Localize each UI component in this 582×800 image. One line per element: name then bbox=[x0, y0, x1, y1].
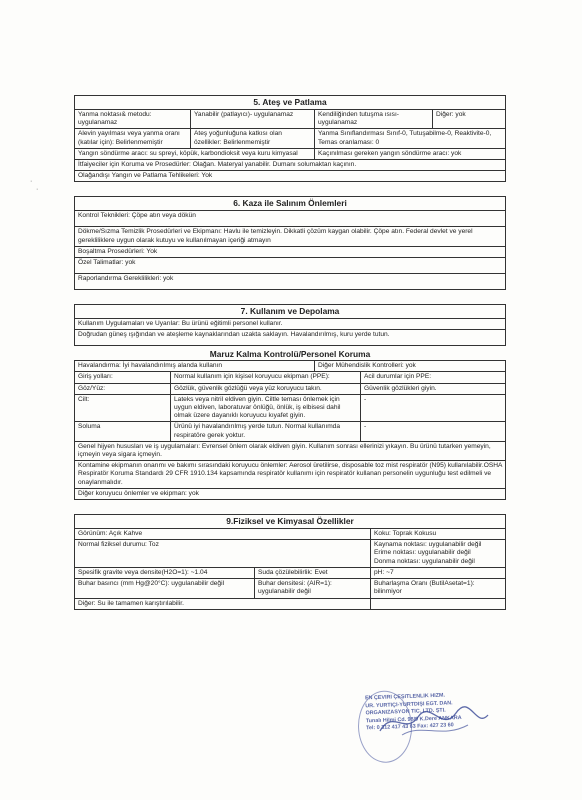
inhalation-label: Soluma bbox=[75, 422, 171, 440]
vapor-pressure-cell: Buhar basıncı (mm Hg@20°C): uygulanabilir değil bbox=[75, 579, 255, 597]
section-8-row-3 bbox=[74, 395, 506, 423]
engineering-controls-cell: Diğer Mühendislik Kontrolleri: yok bbox=[318, 362, 416, 370]
section-9-title: 9.Fiziksel ve Kimyasal Özellikler bbox=[74, 514, 506, 529]
section-5-row-4 bbox=[74, 160, 506, 171]
signature-icon bbox=[372, 705, 492, 741]
specific-gravity-cell: Spesifik gravite veya densite(H2O=1): ~1.04 bbox=[75, 568, 255, 578]
discharge-procedures-cell: Boşaltma Prosedürleri: Yok bbox=[78, 247, 158, 255]
section-7-row-2 bbox=[74, 330, 506, 346]
appearance-cell: Görünüm: Açık Kahve bbox=[75, 529, 371, 539]
firefighter-protection-cell: İtfaiyeciler için Koruma ve Prosedürler: Olağan. Materyal yanabilir. Dumanı solumaktan kaçının. bbox=[78, 161, 357, 169]
routes-header-cell: Giriş yolları: bbox=[75, 372, 171, 382]
section-7-title: 7. Kullanım ve Depolama bbox=[74, 304, 506, 319]
stamp-line: UR. YURTİÇİ-YURTDIŞI EĞT. DAN. bbox=[365, 699, 453, 709]
margin-mark: · bbox=[36, 186, 39, 193]
ppe-normal-header-cell: Normal kullanım için kişisel koruyucu ekipman (PPE): bbox=[171, 372, 361, 382]
physical-state-cell: Normal fiziksel durumu: Toz bbox=[75, 540, 371, 567]
section-8-row-7 bbox=[74, 489, 506, 500]
other-protective-cell: Diğer koruyucu önlemler ve ekipman: yok bbox=[78, 489, 199, 497]
section-6-row-2 bbox=[74, 227, 506, 246]
unusual-hazards-cell: Olağandışı Yangın ve Patlama Tehlikeleri: Yok bbox=[78, 172, 213, 180]
stamp-line: Tel: 0 312 417 43 63 Fax: 427 23 60 bbox=[365, 722, 454, 732]
section-9-row-1 bbox=[74, 529, 506, 540]
section-5-title: 5. Ateş ve Patlama bbox=[74, 95, 506, 110]
thermal-points-cell bbox=[371, 540, 505, 567]
section-7-row-1 bbox=[74, 319, 506, 330]
boiling-point: Kaynama noktası: uygulanabilir değil bbox=[374, 541, 482, 549]
stamp-line: ORGANİZASYON TİC. LTD. ŞTİ. bbox=[365, 707, 446, 717]
control-techniques-cell: Kontrol Teknikleri: Çöpe atın veya dökün bbox=[78, 212, 196, 220]
empty-cell bbox=[371, 599, 505, 609]
ventilation-cell: Havalandırma: İyi havalandırılmış alanda kullanın bbox=[75, 361, 315, 371]
other-cell: Diğer: yok bbox=[436, 111, 466, 118]
stamp-line: Tunalı Hilmi Cd. 98/9 K.Dere ANKARA bbox=[365, 714, 462, 725]
section-5-row-5 bbox=[74, 171, 506, 182]
section-8-row-5 bbox=[74, 442, 506, 461]
section-9-row-5 bbox=[74, 599, 506, 610]
flame-spread-cell: Alevin yayılması veya yanma oranı (katılar için): Belirlenmemiştir bbox=[75, 129, 191, 147]
inhalation-emergency-cell: - bbox=[364, 423, 367, 431]
storage-cell: Doğrudan güneş ışığından ve ateşleme kaynaklarından uzakta saklayın. Havalandırılmış, kuru yerde tutun. bbox=[78, 331, 390, 339]
section-8-title: Maruz Kalma Kontrolü/Personel Koruma bbox=[209, 349, 371, 360]
section-8-row-1 bbox=[74, 372, 506, 383]
odor-cell: Koku: Toprak Kokusu bbox=[374, 530, 437, 538]
stamp-line: EN ÇEVİRİ ÇEŞİTLENLİK HİZM. bbox=[364, 692, 446, 702]
vapor-density-cell: Buhar densitesi: (AIR=1): uygulanabilir değil bbox=[255, 579, 371, 597]
section-5-row-2 bbox=[74, 129, 506, 148]
document bbox=[74, 95, 506, 610]
spill-cleanup-cell: Dökme/Sızma Temizlik Prosedürleri ve Ekipmanı: Havlu ile temizleyin. Dikkatli çözüm kaygan olabilir. Çöpe atın. Federal devlet ve yerel gerekliliklere uygun olarak kutuyu ve kullanılmayan içeriği atmayın bbox=[78, 228, 473, 244]
section-6-row-1 bbox=[74, 211, 506, 227]
evaporation-rate-cell: Buharlaşma Oranı (ButilAsetat=1): bilinmiyor bbox=[374, 580, 475, 596]
margin-mark: · bbox=[30, 178, 33, 185]
melting-point: Erime noktası: uygulanabilir değil bbox=[374, 549, 471, 557]
section-6-title: 6. Kaza ile Salınım Önlemleri bbox=[74, 196, 506, 211]
extinguishing-media-cell: Yangın söndürme aracı: su spreyi, köpük, karbondioksit veya kuru kimyasal bbox=[75, 149, 315, 159]
flammability-cell: Yanabilir (patlayıcı)- uygulanamaz bbox=[191, 110, 315, 128]
section-6-row-5 bbox=[74, 274, 506, 290]
section-5-row-1 bbox=[74, 110, 506, 129]
inhalation-normal-cell: Ürünü iyi havalandırılmış yerde tutun. Normal kullanımda respiratöre gerek yoktur. bbox=[171, 422, 361, 440]
eye-face-normal-cell: Gözlük, güvenlik gözlüğü veya yüz koruyucu takın. bbox=[171, 384, 361, 394]
other-properties-cell: Diğer: Su ile tamamen karıştırılabilir. bbox=[75, 599, 371, 609]
skin-normal-cell: Lateks veya nitril eldiven giyin. Ciltle teması önlemek için uygun eldiven, laboratuvar önlüğü, önlük, iş elbisesi dahil olmak üzere dayanıklı koruyucu kıyafet giyin. bbox=[171, 395, 361, 422]
water-solubility-cell: Suda çözülebilirlik: Evet bbox=[255, 568, 371, 578]
autoignition-cell: Kendiliğinden tutuşma ısısı- uygulanamaz bbox=[315, 110, 433, 128]
section-6-row-4 bbox=[74, 258, 506, 274]
section-8-row-2 bbox=[74, 384, 506, 395]
ph-cell: pH: ~7 bbox=[374, 568, 394, 576]
reporting-requirements-cell: Raporlandırma Gereklilikleri: yok bbox=[78, 275, 174, 283]
handling-practices-cell: Kullanım Uygulamaları ve Uyarılar: Bu ürünü eğitimli personel kullanır. bbox=[78, 320, 283, 328]
skin-label: Cilt: bbox=[75, 395, 171, 422]
section-9-row-4 bbox=[74, 579, 506, 598]
fire-intensity-cell: Ateş yoğunluğuna katkısı olan özellikler: Belirlenmemiştir bbox=[191, 129, 315, 147]
section-9-row-2 bbox=[74, 540, 506, 568]
freezing-point: Donma noktası: uygulanabilir değil bbox=[374, 557, 475, 565]
eye-face-emergency-cell: Güvenlik gözlükleri giyin. bbox=[364, 384, 437, 392]
maintenance-protection-cell: Kontamine ekipmanın onarımı ve bakımı sırasındaki koruyucu önlemler: Aerosol üretilirse, disposable toz mist respiratör (N95) kullanılabilir.OSHA Respiratör Koruma Standardı 29 CFR 1910.134 kapsamında respiratör kullanımı için respiratör kullanan personelin uygunluğu test edilmeli ve onaylanmalıdır. bbox=[78, 462, 503, 486]
eye-face-label: Göz/Yüz: bbox=[75, 384, 171, 394]
combustion-class-cell: Yanma Sınıflandırması Sınıf-0, Tutuşabilme-0, Reaktivite-0, Temas oranlaması: 0 bbox=[318, 130, 492, 146]
flash-point-cell: Yanma noktası& metodu: uygulanamaz bbox=[75, 110, 191, 128]
section-8-row-0 bbox=[74, 360, 506, 372]
special-instructions-cell: Özel Talimatlar: yok bbox=[78, 259, 136, 267]
section-9-row-3 bbox=[74, 568, 506, 579]
hygiene-cell: Genel hijyen hususları ve iş uygulamaları: Evrensel önlem olarak eldiven giyin. Kullanım sonrası ellerinizi yıkayın. Bu ürünü tutarken yemeyin, içmeyin veya sigara içmeyin. bbox=[78, 442, 491, 459]
section-8-row-4 bbox=[74, 422, 506, 441]
section-6-row-3 bbox=[74, 247, 506, 258]
avoid-media-cell: Kaçınılması gereken yangın söndürme aracı: yok bbox=[318, 149, 462, 157]
section-5-row-3 bbox=[74, 149, 506, 160]
ppe-emergency-header-cell: Acil durumlar için PPE: bbox=[364, 373, 432, 381]
section-8-row-6 bbox=[74, 461, 506, 489]
skin-emergency-cell: - bbox=[364, 395, 367, 403]
